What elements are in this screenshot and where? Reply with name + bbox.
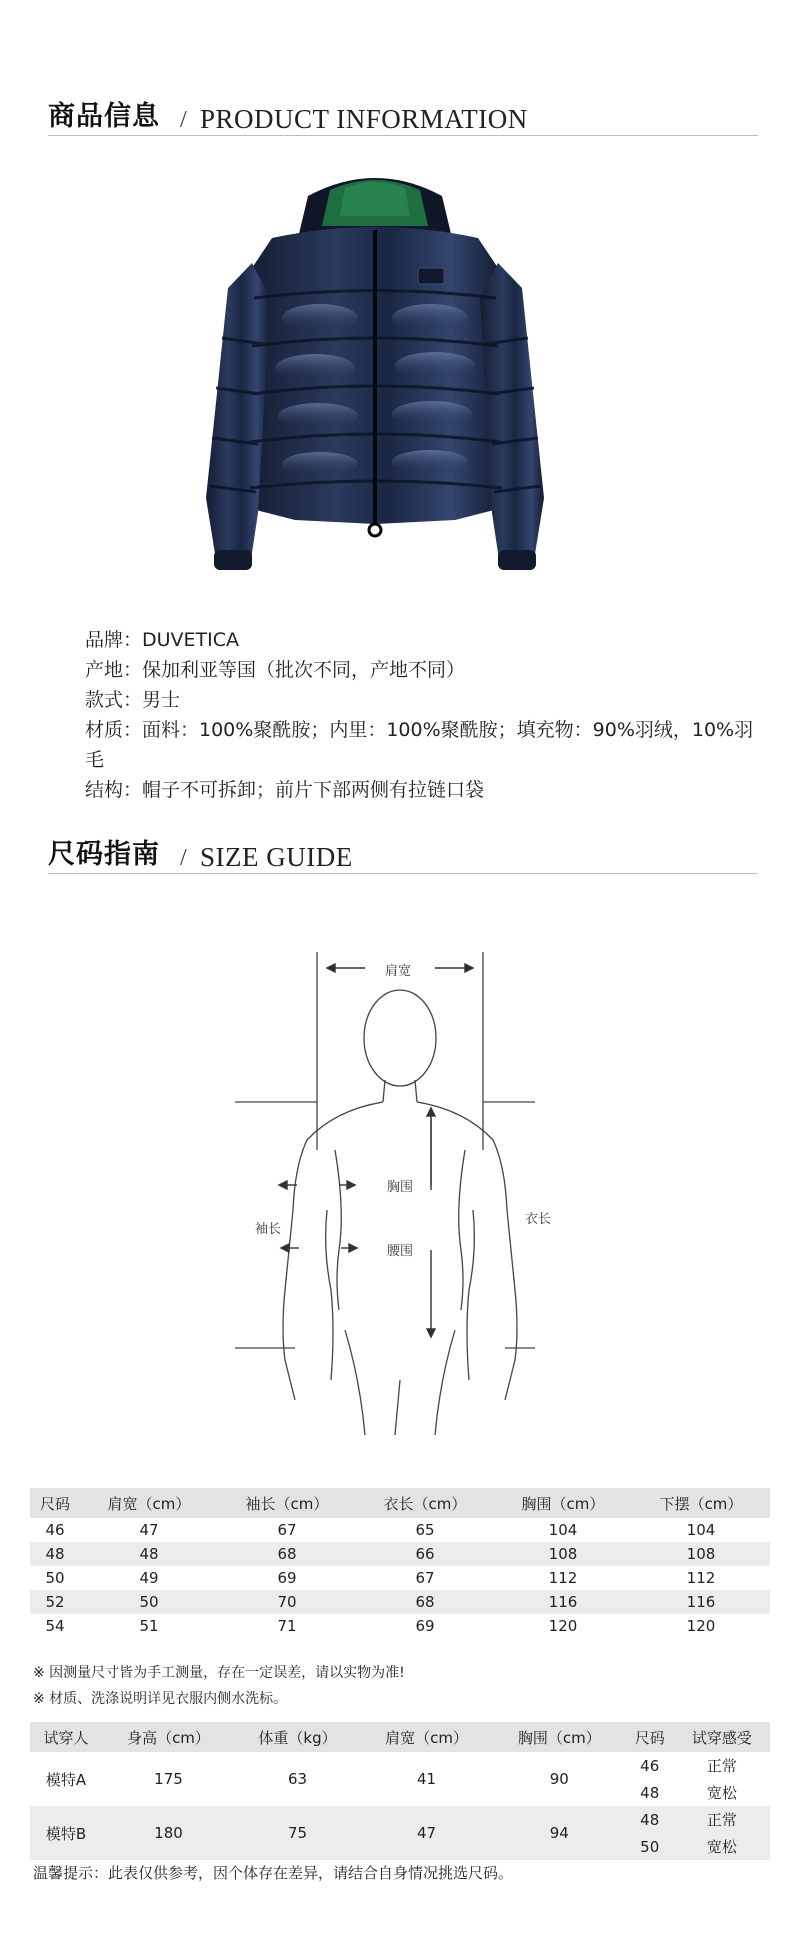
label-waist: 腰围 xyxy=(387,1244,414,1259)
col-length: 衣长（cm） xyxy=(356,1488,494,1518)
table-row xyxy=(30,1590,770,1614)
model-height: 175 xyxy=(154,1770,183,1788)
info-material: 材质：面料：100%聚酰胺；内里：100%聚酰胺；填充物：90%羽绒，10%羽毛 xyxy=(85,719,754,771)
table-row xyxy=(30,1752,770,1779)
cell: 108 xyxy=(494,1542,632,1566)
cell: 71 xyxy=(277,1617,297,1635)
fit-size: 50 xyxy=(626,1833,674,1860)
cell: 65 xyxy=(415,1521,435,1539)
model-table-header xyxy=(30,1722,770,1752)
cell: 104 xyxy=(686,1521,716,1539)
fit-size: 48 xyxy=(640,1783,660,1802)
size-tip: 温馨提示：此表仅供参考，因个体存在差异，请结合自身情况挑选尺码。 xyxy=(33,1864,514,1882)
label-chest: 胸围 xyxy=(387,1180,414,1195)
col-chest: 胸围（cm） xyxy=(493,1722,626,1752)
size-guide-header xyxy=(48,832,758,874)
cell: 112 xyxy=(548,1569,578,1587)
table-row xyxy=(30,1614,770,1638)
cell: 67 xyxy=(277,1521,297,1539)
cell: 67 xyxy=(415,1569,435,1587)
cell: 68 xyxy=(218,1542,356,1566)
header-separator: / xyxy=(180,845,187,871)
measurement-diagram xyxy=(235,950,565,1435)
cell: 49 xyxy=(139,1569,159,1587)
model-chest: 94 xyxy=(493,1806,626,1860)
info-style: 款式：男士 xyxy=(85,689,181,711)
col-size: 尺码 xyxy=(626,1722,674,1752)
col-weight: 体重（kg） xyxy=(235,1722,360,1752)
col-fit-feel: 试穿感受 xyxy=(674,1722,770,1752)
cell: 120 xyxy=(686,1617,716,1635)
cell: 116 xyxy=(494,1590,632,1614)
model-shoulder: 47 xyxy=(360,1806,493,1860)
measurement-notes xyxy=(33,1660,405,1712)
model-name: 模特A xyxy=(45,1770,87,1789)
fit-feel: 正常 xyxy=(674,1806,770,1833)
cell: 51 xyxy=(139,1617,159,1635)
model-fit-table xyxy=(30,1722,770,1860)
col-model: 试穿人 xyxy=(30,1722,102,1752)
fit-feel: 宽松 xyxy=(674,1833,770,1860)
fit-feel: 宽松 xyxy=(706,1784,737,1802)
info-structure: 结构：帽子不可拆卸；前片下部两侧有拉链口袋 xyxy=(85,779,485,801)
cell: 47 xyxy=(139,1521,159,1539)
info-brand: 品牌：DUVETICA xyxy=(85,629,240,651)
cell: 50 xyxy=(45,1569,65,1587)
col-chest: 胸围（cm） xyxy=(494,1488,632,1518)
cell: 70 xyxy=(218,1590,356,1614)
info-origin: 产地：保加利亚等国（批次不同，产地不同） xyxy=(85,659,466,681)
model-chest: 90 xyxy=(549,1770,569,1788)
size-table xyxy=(30,1488,770,1638)
cell: 48 xyxy=(80,1542,218,1566)
cell: 68 xyxy=(356,1590,494,1614)
model-shoulder: 41 xyxy=(417,1770,437,1788)
cell: 69 xyxy=(415,1617,435,1635)
col-hem: 下摆（cm） xyxy=(632,1488,770,1518)
size-guide-title-cn: 尺码指南 xyxy=(48,839,160,870)
col-height: 身高（cm） xyxy=(102,1722,235,1752)
col-shoulder: 肩宽（cm） xyxy=(80,1488,218,1518)
col-sleeve: 袖长（cm） xyxy=(218,1488,356,1518)
fit-size: 48 xyxy=(626,1806,674,1833)
table-row xyxy=(30,1806,770,1833)
header-separator: / xyxy=(180,107,187,133)
cell: 48 xyxy=(30,1542,80,1566)
fit-feel: 正常 xyxy=(706,1757,737,1775)
cell: 66 xyxy=(356,1542,494,1566)
product-info-header xyxy=(48,94,758,136)
cell: 52 xyxy=(30,1590,80,1614)
model-height: 180 xyxy=(102,1806,235,1860)
product-image-jacket xyxy=(180,168,570,588)
cell: 54 xyxy=(45,1617,65,1635)
cell: 69 xyxy=(277,1569,297,1587)
col-shoulder: 肩宽（cm） xyxy=(360,1722,493,1752)
table-row xyxy=(30,1566,770,1590)
size-table-header xyxy=(30,1488,770,1518)
label-sleeve: 袖长 xyxy=(255,1222,282,1237)
cell: 108 xyxy=(632,1542,770,1566)
product-info-title-en: PRODUCT INFORMATION xyxy=(200,104,528,134)
col-size: 尺码 xyxy=(30,1488,80,1518)
label-shoulder: 肩宽 xyxy=(385,964,412,979)
size-guide-title-en: SIZE GUIDE xyxy=(200,842,353,872)
cell: 104 xyxy=(548,1521,578,1539)
note-care-label: ※ 材质、洗涤说明详见衣服内侧水洗标。 xyxy=(33,1691,288,1707)
model-name: 模特B xyxy=(30,1806,102,1860)
model-weight: 63 xyxy=(287,1770,308,1788)
fit-size: 46 xyxy=(640,1756,660,1775)
cell: 120 xyxy=(548,1617,578,1635)
cell: 112 xyxy=(686,1569,716,1587)
product-info-list xyxy=(85,625,765,805)
table-row xyxy=(30,1518,770,1542)
product-info-title-cn: 商品信息 xyxy=(48,101,160,132)
label-length: 衣长 xyxy=(525,1212,552,1227)
cell: 116 xyxy=(632,1590,770,1614)
cell: 50 xyxy=(80,1590,218,1614)
model-weight: 75 xyxy=(235,1806,360,1860)
table-row xyxy=(30,1542,770,1566)
cell: 46 xyxy=(45,1521,65,1539)
watermark xyxy=(674,68,688,156)
note-measurement: ※ 因测量尺寸皆为手工测量，存在一定误差，请以实物为准! xyxy=(33,1665,405,1681)
